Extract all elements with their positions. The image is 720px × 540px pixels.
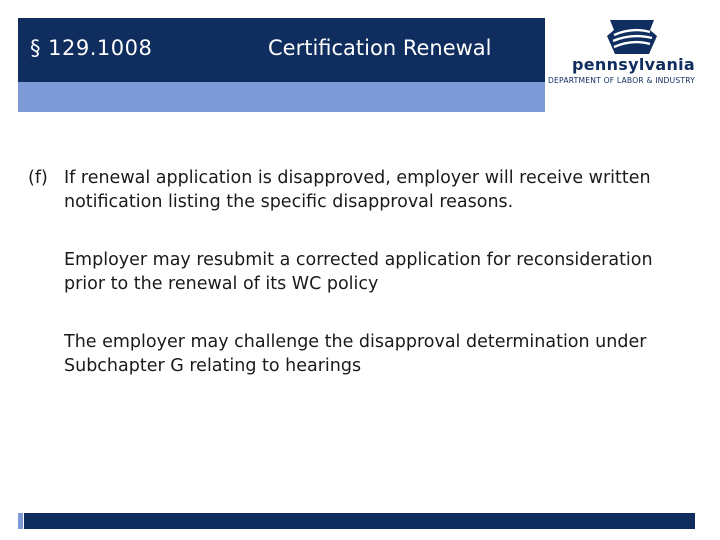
- list-marker: (f): [28, 168, 48, 188]
- section-number: § 129.1008: [30, 36, 153, 60]
- keystone-icon: [548, 18, 712, 58]
- pennsylvania-logo: [548, 18, 712, 92]
- footer-bar: [24, 513, 695, 529]
- paragraph-text: If renewal application is disapproved, employer will receive written notification listing the specific disapproval reasons.: [64, 168, 651, 212]
- page-title: Certification Renewal: [268, 36, 492, 60]
- logo-wordmark: pennsylvania: [572, 55, 696, 74]
- slide-content: [28, 166, 688, 412]
- logo-department: DEPARTMENT OF LABOR & INDUSTRY: [548, 76, 696, 85]
- header-accent-band: [18, 82, 545, 112]
- footer-accent: [18, 513, 23, 529]
- paragraph-challenge: The employer may challenge the disapproval determination under Subchapter G relating to hearings: [64, 332, 647, 376]
- paragraph-f: [28, 166, 688, 214]
- paragraph-resubmit: Employer may resubmit a corrected application for reconsideration prior to the renewal of its WC policy: [64, 250, 653, 294]
